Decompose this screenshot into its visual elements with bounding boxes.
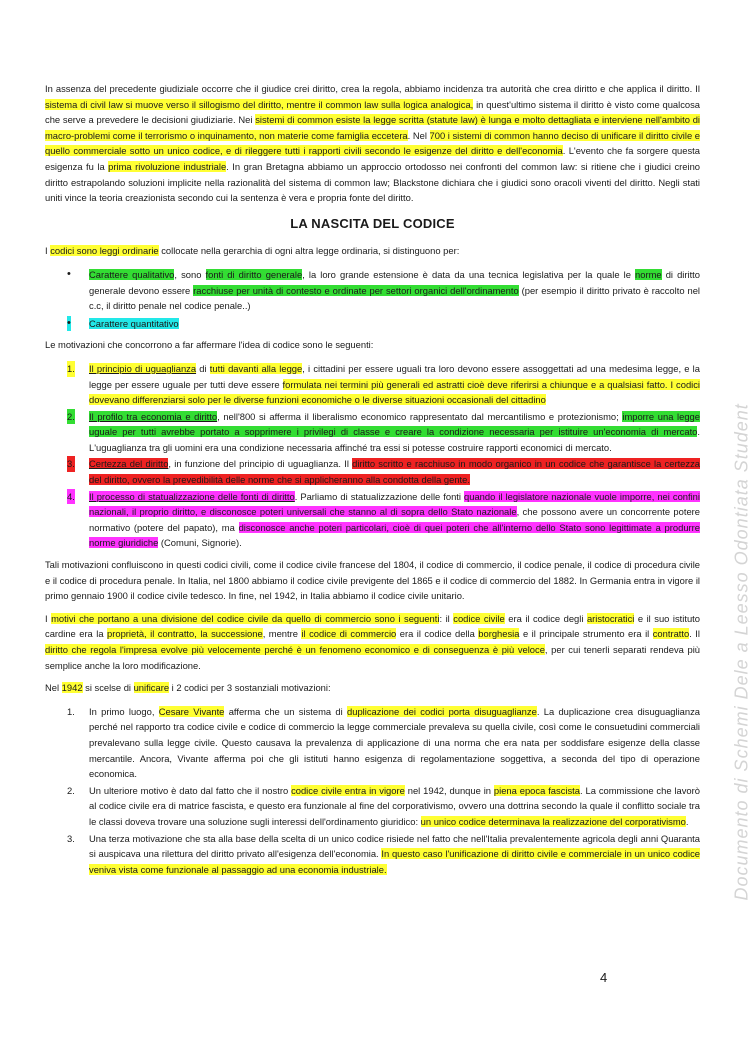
list-item — [67, 456, 700, 487]
list-number: 2. — [67, 784, 75, 796]
bullet-icon: • — [67, 316, 71, 332]
highlighted-text: sistemi di common esiste la legge scritta (statute law) è lunga e molto dettagliata e interviene nell'ambito di macro-problemi come il terrorismo o inquinamento, non materie come famiglia eccetera — [45, 114, 700, 141]
text-run: . La duplicazione crea disuguaglianza perché nel rapporto tra codice civile e codice di commercio la legge commerciale prevaleva su quella civile, così come le consuetudini commerciali prevalevano sulla legge civile. Questo causava la prevalenza di applicazione di una norma che era nata per soddisfare esigenze della classe mercantile. Ancora, Vivante afferma poi che gli istituti hanno esigenza di regolamentazione soggettiva, a seconda del tipo di operazione economica. — [89, 705, 701, 780]
highlighted-text: Certezza del diritto — [89, 458, 169, 470]
page-number: 4 — [600, 970, 608, 985]
text-run: I — [45, 245, 51, 257]
bullet-icon: • — [67, 267, 71, 280]
highlighted-text: Cesare Vivante — [158, 705, 225, 717]
paragraph-codici-civili — [45, 557, 700, 604]
text-run: . In gran Bretagna abbiamo un approccio ortodosso nei confronti del common law: si ritiene che i giudici creino diritto estrapolando soluzioni implicite nella razionalità del sistema di common law; Blackstone dichiara che i giudici sono oracoli viventi del diritto. Negli stati uniti vince la teoria creazionista secondo cui la sentenza è vera e propria fonte del diritto. — [45, 160, 700, 204]
text-run: e il suo istituto cardine era la — [45, 612, 700, 640]
highlighted-text: 700 i sistemi di common hanno deciso di unificare il diritto civile e quello commerciale sotto un unico codice, e di rileggere tutti i rapporti civili secondo le esigenze del diritto e dell'economia — [45, 129, 700, 157]
text-run: , che possono avere un concorrente potere normativo (potere del papato), ma — [89, 506, 700, 533]
numbered-list-motivazioni — [45, 361, 700, 551]
highlighted-text: proprietà, il contratto, la successione — [107, 628, 263, 640]
paragraph-unificazione-intro — [45, 680, 700, 696]
text-run: Una terza motivazione che sta alla base della scelta di un unico codice risiede nel fatto che nell'Italia prevalentemente agricola degli anni Quaranta si auspicava una rilettura del diritto privato all'esigenza dell'economia. — [89, 832, 700, 860]
text-run: , mentre — [262, 628, 302, 640]
text-run: In primo luogo, — [89, 705, 159, 717]
text-run: in quest'ultimo sistema il diritto è visto come qualcosa che serve a prevedere le decisioni giudiziarie. Nei — [45, 98, 701, 126]
text-run: . L'evento che fa sorgere questa esigenza fu la — [45, 145, 700, 172]
list-number: 1. — [67, 705, 75, 717]
highlighted-text: unificare — [133, 682, 170, 694]
text-run: Nel — [45, 682, 62, 694]
text-run: era il codice della — [396, 628, 479, 640]
highlighted-text: tutti davanti alla legge — [209, 362, 303, 374]
highlighted-text: Il processo di statualizzazione delle fonti di diritto — [89, 490, 295, 502]
highlighted-text: codici sono leggi ordinarie — [50, 245, 159, 257]
highlighted-text: aristocratici — [586, 612, 635, 624]
paragraph-divisione-codici — [45, 611, 700, 673]
text-run: . Parliamo di statualizzazione delle fonti — [294, 490, 465, 502]
text-run: . — [685, 815, 689, 827]
highlighted-text: sistema di civil law si muove verso il sillogismo del diritto, mentre il common law sulla logica analogica, — [45, 98, 474, 110]
highlighted-text: Carattere qualitativo — [89, 268, 175, 280]
highlighted-text: un unico codice determinava la realizzazione del corporativismo — [420, 815, 686, 827]
highlighted-text: fonti di diritto generale — [205, 268, 303, 280]
text-run: era il codice degli — [504, 612, 587, 624]
highlighted-text: 1942 — [61, 682, 83, 694]
text-run: . Nel — [407, 129, 430, 141]
list-number: 2. — [67, 409, 75, 425]
highlighted-text: diritto scritto e racchiuso in modo organico in un codice che garantisce la certezza del diritto, ovvero la prevedibilità delle norme che si applicheranno alla condotta della gente. — [89, 458, 700, 486]
list-item — [67, 316, 700, 332]
highlighted-text: racchiuse per unità di contesto e ordinate per settori organici dell'ordinamento — [193, 284, 519, 296]
text-run: si scelse di — [82, 682, 134, 694]
list-item — [67, 267, 701, 314]
highlighted-text: imporre una legge uguale per tutti avrebbe portato a sopprimere i privilegi di classe e creare la condizione necessaria per istituire un'economia di mercato — [89, 410, 700, 438]
list-number: 1. — [67, 361, 75, 377]
highlighted-text: codice civile — [453, 612, 505, 624]
list-number: 4. — [67, 489, 75, 505]
paragraph-codici-intro — [45, 243, 700, 259]
highlighted-text: Il principio di uguaglianza — [89, 362, 197, 374]
highlighted-text: borghesia — [478, 628, 520, 640]
text-run: (per esempio il diritto privato è raccolto nel c.c, il diritto penale nel codice penale..) — [89, 284, 700, 312]
highlighted-text: quando il legislatore nazionale vuole imporre, nei confini nazionali, il proprio diritto, e disconosce poteri universali che stanno al di sopra dello Stato nazionale — [89, 490, 700, 518]
highlighted-text: disconosce anche poteri particolari, cioè di quei poteri che all'interno dello Stato sono legittimate a produrre norme giuridiche — [89, 521, 700, 549]
highlighted-text: prima rivoluzione industriale — [108, 160, 227, 172]
bullet-list-caratteri — [45, 267, 700, 331]
highlighted-text: In questo caso l'unificazione di diritto civile e commerciale in un unico codice veniva vista come funzionale al passaggio ad una economia industriale. — [89, 848, 700, 875]
text-run: I — [45, 612, 52, 624]
paragraph-motivazioni-intro — [45, 337, 700, 353]
highlighted-text: norme — [635, 268, 662, 280]
highlighted-text: codice civile entra in vigore — [291, 784, 405, 796]
numbered-list-ragioni — [45, 704, 700, 878]
highlighted-text: il codice di commercio — [301, 628, 397, 640]
list-item — [67, 409, 700, 456]
text-run: . La commissione che lavorò al codice civile era di matrice fascista, e questo era funzionale al fine del corporativismo, ovvero una dottrina secondo la quale il conflitto sociale tra le classi doveva trovare una soluzione sugli interessi dell'ordinamento giuridico: — [89, 784, 700, 827]
watermark-text: Documento di Schemi Dele a Leesso Odontiata Student — [731, 403, 752, 901]
highlighted-text: Il profilo tra economia e diritto — [89, 410, 218, 422]
highlighted-text: Carattere quantitativo — [89, 317, 179, 329]
text-run: , la loro grande estensione è data da una tecnica legislativa per la quale le — [302, 268, 636, 280]
text-run: : il — [439, 612, 454, 624]
text-run: , i cittadini per essere uguali tra loro devono essere assoggettati ad una medesima legge, e la legge per essere uguale per tutti deve essere — [89, 362, 700, 390]
text-run: (Comuni, Signorie). — [158, 537, 242, 549]
text-run: Un ulteriore motivo è dato dal fatto che il nostro — [89, 784, 292, 796]
text-run: di diritto generale devono essere — [89, 268, 701, 296]
list-number: 3. — [67, 456, 75, 472]
text-run: , sono — [174, 268, 206, 280]
section-heading: LA NASCITA DEL CODICE — [290, 215, 455, 231]
text-run: afferma che un sistema di — [224, 705, 348, 717]
list-item — [67, 361, 701, 408]
list-number: 3. — [67, 832, 75, 844]
text-run: nel 1942, dunque in — [404, 784, 494, 796]
text-run: Tali motivazioni confluiscono in questi codici civili, come il codice civile francese del 1804, il codice di commercio, il codice penale, il codice di procedura civile e il codice di procedura penale. In Italia, nel 1800 abbiamo il codice civile previgente del 1865 e il codice di commercio del 1882. In Germania entra in vigore il primo gennaio 1900 il codice civile tedesco. In fine, nel 1942, in Italia abbiamo il codice civile unitario. — [45, 559, 700, 602]
highlighted-text: formulata nei termini più generali ed astratti cioè deve riferirsi a chiunque e a qualsiasi fatto. I codici dovevano differenziarsi solo per le diverse funzioni economiche o le diverse situazioni occasionali del cittadino — [89, 378, 701, 406]
text-run: i 2 codici per 3 sostanziali motivazioni: — [169, 682, 331, 694]
text-run: , in funzione del principio di uguaglianza. Il — [168, 458, 353, 470]
text-run: . L'uguaglianza tra gli uomini era una condizione necessaria affinché tra essi si potesse costruire rapporti economici di mercato. — [89, 426, 700, 453]
text-run: , per cui tenerli separati rendeva più semplice anche la loro modificazione. — [45, 644, 701, 671]
highlighted-text: piena epoca fascista — [493, 784, 580, 796]
text-run: In assenza del precedente giudiziale occorre che il giudice crei diritto, crea la regola, abbiamo incidenza tra autorità che crea diritto e che applica il diritto. Il — [45, 83, 700, 94]
text-run: , nell'800 si afferma il liberalismo economico rappresentato dal mercantilismo e protezionismo; — [217, 410, 623, 422]
list-item — [67, 831, 700, 878]
highlighted-text: motivi che portano a una divisione del codice civile da quello di commercio sono i seguenti — [51, 612, 440, 624]
list-item — [67, 704, 701, 782]
text-run: di — [196, 362, 210, 374]
text-run: . Il — [689, 628, 700, 640]
text-run: e il principale strumento era il — [519, 628, 653, 640]
highlighted-text: diritto che regola l'impresa evolve più velocemente perché è un fenomeno economico e di conseguenza è più veloce — [45, 644, 545, 655]
list-item — [67, 489, 700, 551]
text-run: collocate nella gerarchia di ogni altra legge ordinaria, si distinguono per: — [158, 245, 460, 257]
text-run: Le motivazioni che concorrono a far affermare l'idea di codice sono le seguenti: — [45, 339, 374, 351]
highlighted-text: contratto — [652, 628, 690, 640]
highlighted-text: duplicazione dei codici porta disuguaglianze — [347, 705, 537, 717]
page-body — [45, 81, 700, 883]
list-item — [67, 783, 700, 830]
paragraph-common-law — [45, 81, 700, 206]
